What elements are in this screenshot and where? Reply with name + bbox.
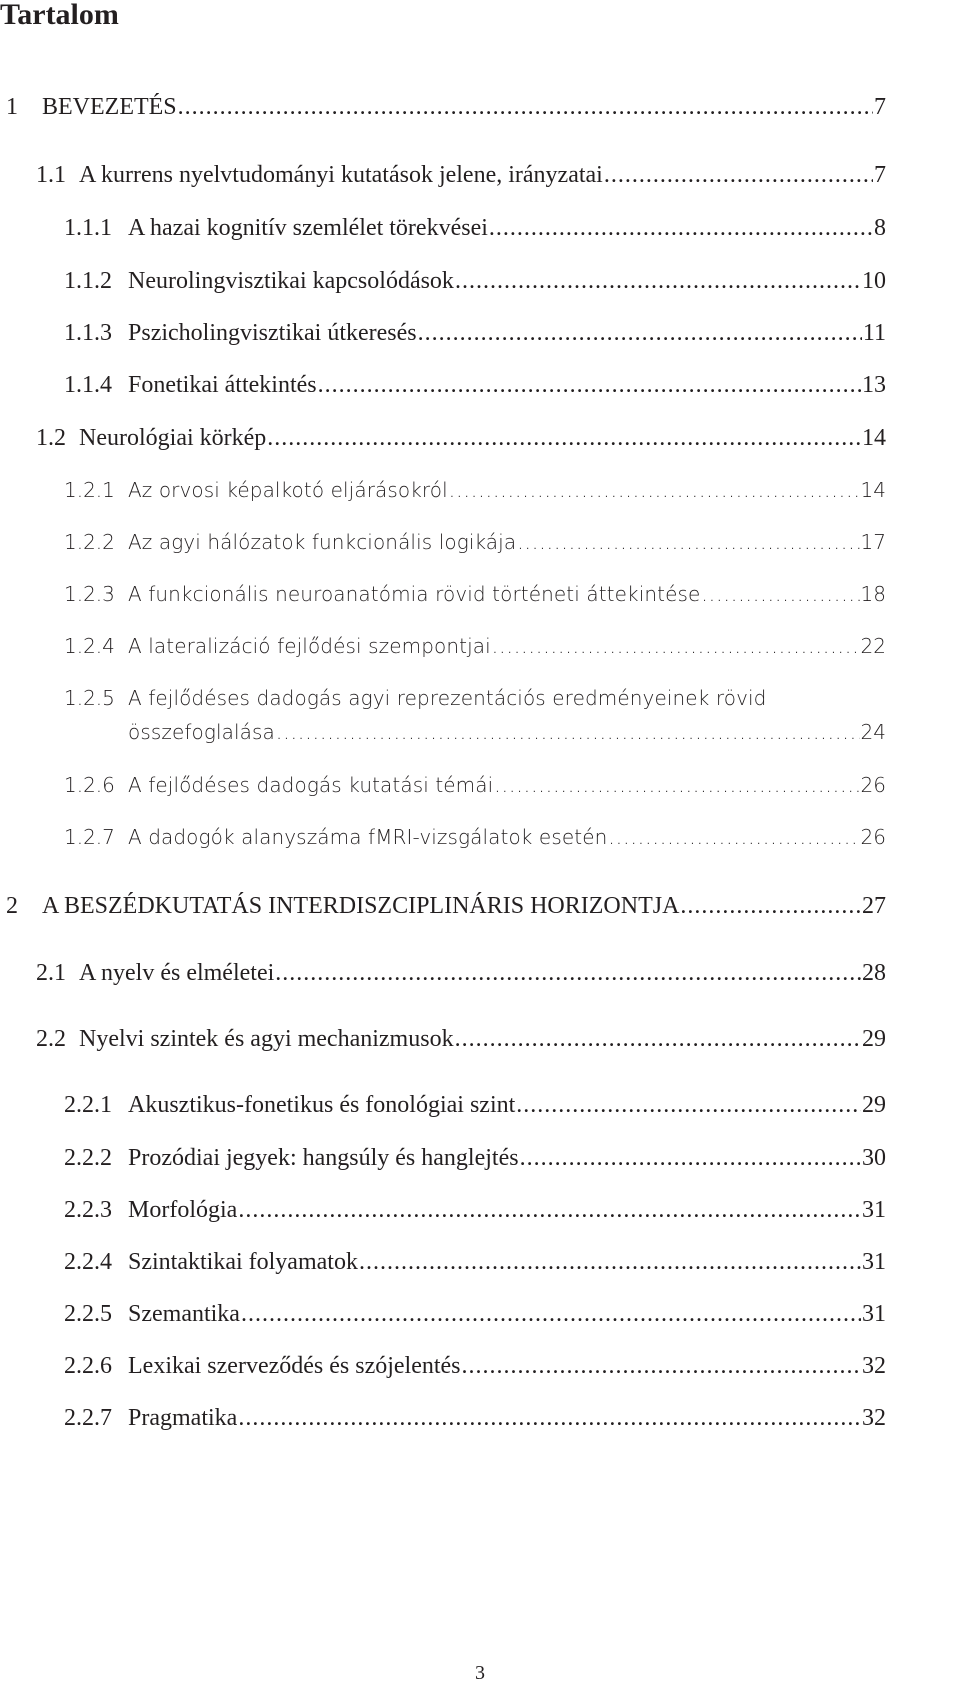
- toc-entry-number: 1.2.7: [64, 825, 115, 849]
- toc-entry-number: 1.2.5: [64, 686, 115, 710]
- toc-entry-title: A lateralizáció fejlődési szempontjai: [128, 634, 491, 658]
- toc-entry-number: 1.2.1: [64, 478, 115, 502]
- toc-entry-title: Fonetikai áttekintés: [128, 372, 317, 398]
- toc-entry-page: 26: [860, 825, 886, 849]
- toc-entry-title: BEVEZETÉS: [42, 94, 177, 120]
- toc-entry-number: 2.2.3: [64, 1197, 112, 1223]
- toc-entry-number: 1.2.6: [64, 773, 115, 797]
- toc-entry-number: 2.2.7: [64, 1405, 112, 1431]
- toc-entry-title: Nyelvi szintek és agyi mechanizmusok: [79, 1026, 454, 1052]
- toc-entry-page: 11: [862, 320, 886, 346]
- toc-entry: [36, 162, 886, 189]
- toc-entry-number: 1.1.4: [64, 372, 112, 398]
- toc-leader-dots: [680, 893, 861, 920]
- toc-leader-dots: [359, 1249, 861, 1276]
- toc-entry-page: 32: [862, 1353, 886, 1379]
- toc-entry-number: 2.2.2: [64, 1145, 112, 1171]
- toc-entry-title: A nyelv és elméletei: [79, 960, 275, 986]
- toc-entry-title: Neurológiai körkép: [79, 425, 267, 451]
- toc-entry-page: 18: [860, 582, 886, 606]
- toc-entry: [64, 1145, 886, 1172]
- toc-entry-title: Pszicholingvisztikai útkeresés: [128, 320, 417, 346]
- toc-entry-title: Szemantika: [128, 1301, 240, 1327]
- toc-entry-title: Morfológia: [128, 1197, 238, 1223]
- toc-entry-title: A hazai kognitív szemlélet törekvései: [128, 215, 488, 241]
- toc-leader-dots: [701, 582, 859, 606]
- toc-entry-title: A funkcionális neuroanatómia rövid történeti áttekintése: [128, 582, 701, 606]
- toc-entry: [64, 530, 886, 554]
- toc-entry-page: 10: [862, 268, 886, 294]
- toc-leader-dots: [494, 773, 859, 797]
- toc-entry-number: 1.2: [36, 425, 66, 451]
- toc-leader-dots: [238, 1197, 861, 1224]
- toc-entry: [64, 825, 886, 849]
- toc-entry: [64, 1092, 886, 1119]
- toc-entry-number: 2.2.6: [64, 1353, 112, 1379]
- toc-entry-page: 29: [862, 1026, 886, 1052]
- toc-entry: [64, 215, 886, 242]
- toc-entry-title-continued: összefoglalása: [128, 720, 275, 744]
- toc-entry-page: 7: [874, 94, 886, 120]
- toc-entry-title: Pragmatika: [128, 1405, 238, 1431]
- toc-entry-number: 2.1: [36, 960, 66, 986]
- toc-entry-page: 13: [862, 372, 886, 398]
- toc-leader-dots: [449, 478, 860, 502]
- toc-entry-page: 30: [862, 1145, 886, 1171]
- toc-leader-dots: [178, 94, 873, 121]
- toc-entry-page: 31: [862, 1301, 886, 1327]
- toc-entry: [6, 893, 886, 920]
- toc-entry-number: 1.2.2: [64, 530, 115, 554]
- toc-entry: [36, 425, 886, 452]
- toc-entry-page: 31: [862, 1197, 886, 1223]
- toc-entry-title: Lexikai szerveződés és szójelentés: [128, 1353, 461, 1379]
- toc-entry: [64, 268, 886, 295]
- toc-entry-number: 1: [6, 94, 18, 120]
- toc-entry: [64, 320, 886, 347]
- toc-entry-page: 28: [862, 960, 886, 986]
- toc-entry: [36, 960, 886, 987]
- toc-leader-dots: [604, 162, 873, 189]
- toc-leader-dots: [516, 1092, 861, 1119]
- toc-entry-page: 14: [862, 425, 886, 451]
- toc-leader-dots: [492, 634, 860, 658]
- toc-entry-page: 8: [874, 215, 886, 241]
- toc-entry: [64, 1353, 886, 1380]
- toc-entry-title: A BESZÉDKUTATÁS INTERDISZCIPLINÁRIS HORIZONTJA: [42, 893, 680, 919]
- toc-leader-dots: [267, 425, 861, 452]
- toc-entry-title: Az agyi hálózatok funkcionális logikája: [128, 530, 517, 554]
- toc-entry-page: 29: [862, 1092, 886, 1118]
- toc-leader-dots: [418, 320, 862, 347]
- toc-leader-dots: [276, 720, 860, 744]
- toc-entry: [64, 686, 766, 710]
- toc-leader-dots: [489, 215, 873, 242]
- toc-entry-number: 2.2.1: [64, 1092, 112, 1118]
- toc-leader-dots: [517, 530, 859, 554]
- toc-entry-continuation: [128, 720, 886, 744]
- toc-leader-dots: [608, 825, 859, 849]
- toc-entry-page: 24: [860, 720, 886, 744]
- toc-entry-page: 32: [862, 1405, 886, 1431]
- toc-leader-dots: [462, 1353, 861, 1380]
- toc-entry-page: 31: [862, 1249, 886, 1275]
- toc-entry: [64, 478, 886, 502]
- toc-entry: [64, 1249, 886, 1276]
- toc-entry-number: 2.2: [36, 1026, 66, 1052]
- toc-entry: [64, 1197, 886, 1224]
- toc-entry: [64, 634, 886, 658]
- toc-entry-title: Szintaktikai folyamatok: [128, 1249, 358, 1275]
- toc-leader-dots: [275, 960, 861, 987]
- toc-leader-dots: [520, 1145, 861, 1172]
- toc-leader-dots: [455, 1026, 861, 1053]
- toc-leader-dots: [318, 372, 861, 399]
- toc-entry: [36, 1026, 886, 1053]
- toc-entry: [64, 773, 886, 797]
- toc-entry: [64, 372, 886, 399]
- toc-entry-number: 1.1.1: [64, 215, 112, 241]
- toc-entry-number: 2.2.5: [64, 1301, 112, 1327]
- toc-leader-dots: [455, 268, 861, 295]
- toc-entry: [6, 94, 886, 121]
- toc-entry-page: 27: [862, 893, 886, 919]
- toc-entry-number: 1.1: [36, 162, 66, 188]
- toc-entry-title: Akusztikus-fonetikus és fonológiai szint: [128, 1092, 516, 1118]
- toc-leader-dots: [241, 1301, 861, 1328]
- toc-entry-title: Neurolingvisztikai kapcsolódások: [128, 268, 454, 294]
- toc-entry-page: 14: [860, 478, 886, 502]
- toc-entry-number: 1.1.2: [64, 268, 112, 294]
- toc-entry-number: 1.2.4: [64, 634, 115, 658]
- toc-entry-title: A fejlődéses dadogás kutatási témái: [128, 773, 494, 797]
- toc-entry-number: 1.1.3: [64, 320, 112, 346]
- toc-entry: [64, 582, 886, 606]
- toc-entry-title: Prozódiai jegyek: hangsúly és hanglejtés: [128, 1145, 519, 1171]
- toc-leader-dots: [238, 1405, 861, 1432]
- toc-entry-page: 26: [860, 773, 886, 797]
- toc-entry: [64, 1405, 886, 1432]
- toc-entry-number: 2.2.4: [64, 1249, 112, 1275]
- toc-entry-title: A dadogók alanyszáma fMRI-vizsgálatok esetén: [128, 825, 608, 849]
- toc-entry-title: Az orvosi képalkotó eljárásokról: [128, 478, 448, 502]
- toc-entry-page: 17: [860, 530, 886, 554]
- toc-entry-title: A kurrens nyelvtudományi kutatások jelene, irányzatai: [79, 162, 603, 188]
- toc-entry-number: 1.2.3: [64, 582, 115, 606]
- page-title: Tartalom: [0, 0, 119, 31]
- toc-entry-page: 7: [874, 162, 886, 188]
- toc-entry-page: 22: [860, 634, 886, 658]
- toc-entry-title: A fejlődéses dadogás agyi reprezentációs eredményeinek rövid: [128, 686, 767, 710]
- toc-entry-number: 2: [6, 893, 18, 919]
- page-number: 3: [475, 1662, 485, 1684]
- toc-entry: [64, 1301, 886, 1328]
